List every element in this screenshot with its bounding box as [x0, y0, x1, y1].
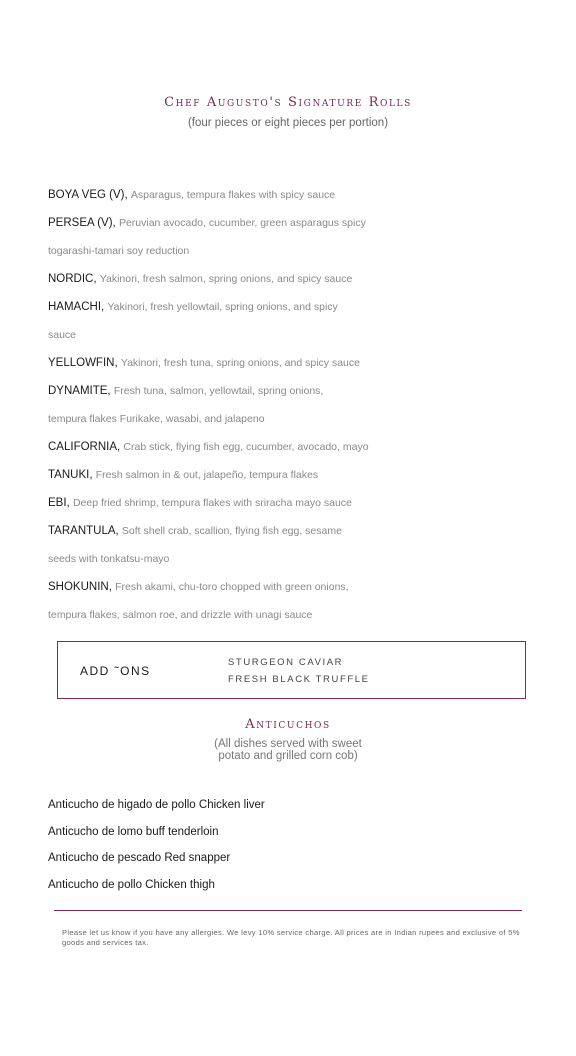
- menu-item: [48, 377, 348, 433]
- section-title: Chef Augusto's Signature Rolls: [164, 95, 412, 110]
- footer-note: Please let us know if you have any allergies. We levy 10% service charge. All prices are in Indian rupees and exclusive of 5% goods and services tax.: [62, 928, 520, 947]
- item-description: Asparagus, tempura flakes with spicy sauce: [130, 189, 336, 201]
- menu-item: [48, 573, 378, 629]
- anticucho-item: Anticucho de pollo Chicken thigh: [48, 879, 215, 892]
- anticuchos-subtitle: [188, 738, 388, 762]
- menu-item: [48, 349, 393, 377]
- item-description: Yakinori, fresh yellowtail, spring onions, and spicy sauce: [48, 301, 338, 341]
- item-description: Fresh akami, chu-toro chopped with green onions, tempura flakes, salmon roe, and drizzle with unagi sauce: [48, 581, 349, 621]
- item-description: Yakinori, fresh tuna, spring onions, and spicy sauce: [120, 357, 360, 369]
- item-description: Peruvian avocado, cucumber, green asparagus spicy togarashi-tamari soy reduction: [48, 217, 366, 257]
- menu-item: [48, 461, 388, 489]
- item-description: Yakinori, fresh salmon, spring onions, and spicy sauce: [99, 273, 353, 285]
- addon-item: FRESH BLACK TRUFFLE: [228, 674, 370, 685]
- item-description: Crab stick, flying fish egg, cucumber, avocado, mayo: [123, 441, 369, 453]
- item-description: Fresh salmon in & out, jalapeño, tempura flakes: [95, 469, 319, 481]
- menu-item: [48, 489, 393, 517]
- addon-item: STURGEON CAVIAR: [228, 657, 344, 668]
- menu-item: [48, 181, 378, 209]
- item-name: SHOKUNIN,: [48, 581, 112, 593]
- item-name: NORDIC,: [48, 273, 97, 285]
- item-name: PERSEA (V),: [48, 217, 116, 229]
- anticuchos-title: Anticuchos: [245, 717, 331, 732]
- addons-list: [228, 654, 370, 688]
- item-name: TANUKI,: [48, 469, 93, 481]
- item-name: HAMACHI,: [48, 301, 105, 313]
- menu-item: [48, 433, 408, 461]
- anticuchos-list: [48, 792, 265, 899]
- item-description: Deep fried shrimp, tempura flakes with sriracha mayo sauce: [72, 497, 352, 509]
- menu-item: [48, 209, 396, 265]
- item-name: EBI,: [48, 497, 70, 509]
- item-description: Fresh tuna, salmon, yellowtail, spring onions, tempura flakes Furikake, wasabi, and jalapeno: [48, 385, 324, 425]
- item-name: BOYA VEG (V),: [48, 189, 128, 201]
- addons-box: [57, 641, 526, 699]
- anticucho-item: Anticucho de pescado Red snapper: [48, 852, 231, 865]
- item-description: Soft shell crab, scallion, flying fish egg, sesame seeds with tonkatsu-mayo: [48, 525, 342, 565]
- section-subtitle: (four pieces or eight pieces per portion): [187, 117, 389, 129]
- footer-divider: [54, 910, 522, 911]
- rolls-list: [48, 181, 548, 629]
- item-name: TARANTULA,: [48, 525, 119, 537]
- item-name: CALIFORNIA,: [48, 441, 121, 453]
- menu-item: [48, 265, 388, 293]
- anticuchos-subtitle-line: (All dishes served with sweet: [214, 738, 362, 750]
- anticuchos-subtitle-line: potato and grilled corn cob): [218, 750, 358, 762]
- item-name: YELLOWFIN,: [48, 357, 118, 369]
- anticucho-item: Anticucho de higado de pollo Chicken liver: [48, 799, 265, 811]
- addons-title: ADD ˜ONS: [80, 664, 151, 678]
- menu-item: [48, 517, 368, 573]
- menu-item: [48, 293, 338, 349]
- item-name: DYNAMITE,: [48, 385, 111, 397]
- anticucho-item: Anticucho de lomo buff tenderloin: [48, 825, 219, 838]
